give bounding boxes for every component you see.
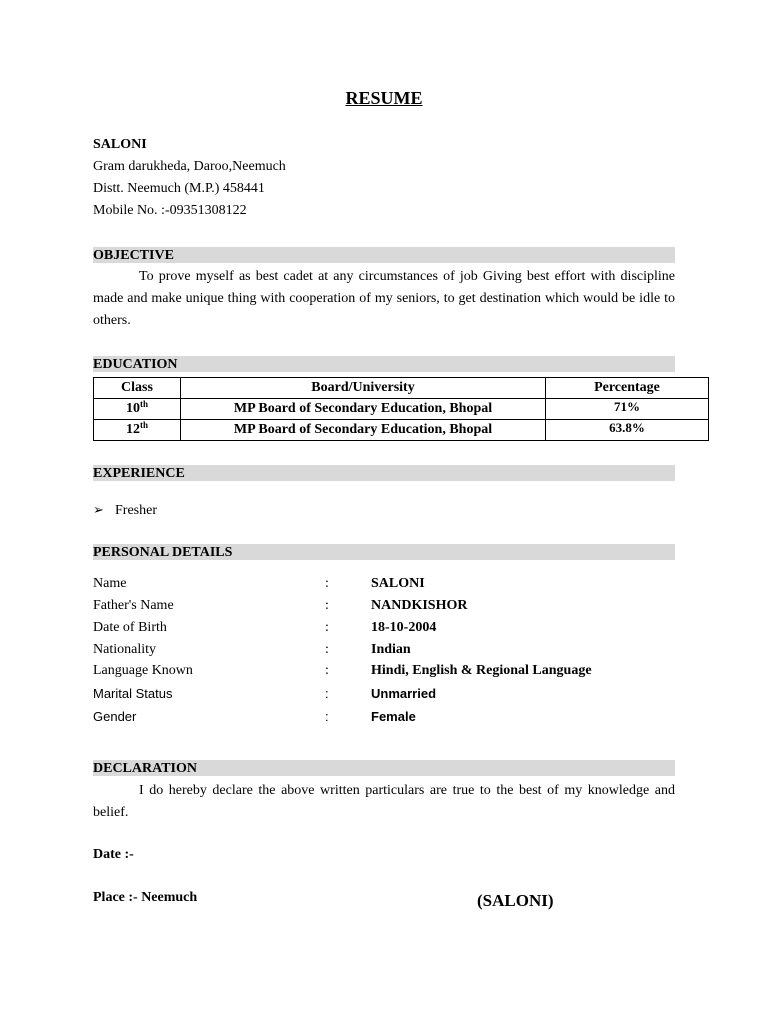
class-suffix: th (139, 420, 148, 430)
declaration-text: I do hereby declare the above written particulars are true to the best of my knowledge and belief. (93, 783, 675, 820)
detail-value: Indian (371, 642, 411, 657)
board-cell: MP Board of Secondary Education, Bhopal (181, 420, 546, 441)
column-header-board: Board/University (181, 378, 546, 399)
class-value: 12 (125, 422, 140, 437)
detail-value: Female (371, 709, 416, 724)
objective-heading: OBJECTIVE (93, 247, 675, 263)
education-table-header (94, 378, 709, 399)
detail-label: Date of Birth (93, 620, 167, 635)
detail-value: Hindi, English & Regional Language (371, 663, 592, 678)
date-label: Date :- (93, 847, 134, 862)
personal-details-heading: PERSONAL DETAILS (93, 544, 675, 560)
address-line-2: Distt. Neemuch (M.P.) 458441 (93, 181, 265, 196)
page-title: RESUME (345, 88, 423, 108)
detail-colon: : (325, 642, 329, 657)
class-cell (94, 420, 181, 441)
percentage-cell: 71% (546, 399, 709, 420)
arrow-bullet-icon: ➢ (93, 503, 104, 518)
class-value: 10 (125, 401, 140, 416)
experience-heading: EXPERIENCE (93, 465, 675, 481)
candidate-name: SALONI (93, 137, 147, 152)
detail-value: NANDKISHOR (371, 598, 468, 613)
education-table (93, 377, 709, 441)
place-label: Place :- Neemuch (93, 890, 198, 905)
education-heading: EDUCATION (93, 356, 675, 372)
column-header-class: Class (94, 378, 181, 399)
detail-colon: : (325, 576, 329, 591)
class-suffix: th (139, 399, 148, 409)
detail-label: Gender (93, 709, 137, 724)
detail-label: Marital Status (93, 686, 173, 701)
detail-colon: : (325, 663, 329, 678)
declaration-heading: DECLARATION (93, 760, 675, 776)
detail-label: Name (93, 576, 127, 591)
board-cell: MP Board of Secondary Education, Bhopal (181, 399, 546, 420)
detail-value: Unmarried (371, 686, 437, 701)
table-row (94, 420, 709, 441)
detail-value: SALONI (371, 576, 425, 591)
detail-colon: : (325, 709, 329, 724)
detail-colon: : (325, 620, 329, 635)
list-item (93, 503, 157, 519)
percentage-cell: 63.8% (546, 420, 709, 441)
address-line-1: Gram darukheda, Daroo,Neemuch (93, 159, 286, 174)
class-cell (94, 399, 181, 420)
table-row (94, 399, 709, 420)
experience-item: Fresher (115, 503, 157, 518)
detail-label: Father's Name (93, 598, 174, 613)
detail-label: Nationality (93, 642, 156, 657)
detail-value: 18-10-2004 (371, 620, 437, 635)
objective-text: To prove myself as best cadet at any circumstances of job Giving best effort with discipline made and make unique thing with cooperation of my seniors, to get destination which would be idle to others. (93, 269, 675, 328)
mobile-number: Mobile No. :-09351308122 (93, 203, 247, 218)
column-header-percentage: Percentage (546, 378, 709, 399)
detail-colon: : (325, 686, 329, 701)
signature-name: (SALONI) (477, 891, 554, 910)
detail-label: Language Known (93, 663, 193, 678)
detail-colon: : (325, 598, 329, 613)
